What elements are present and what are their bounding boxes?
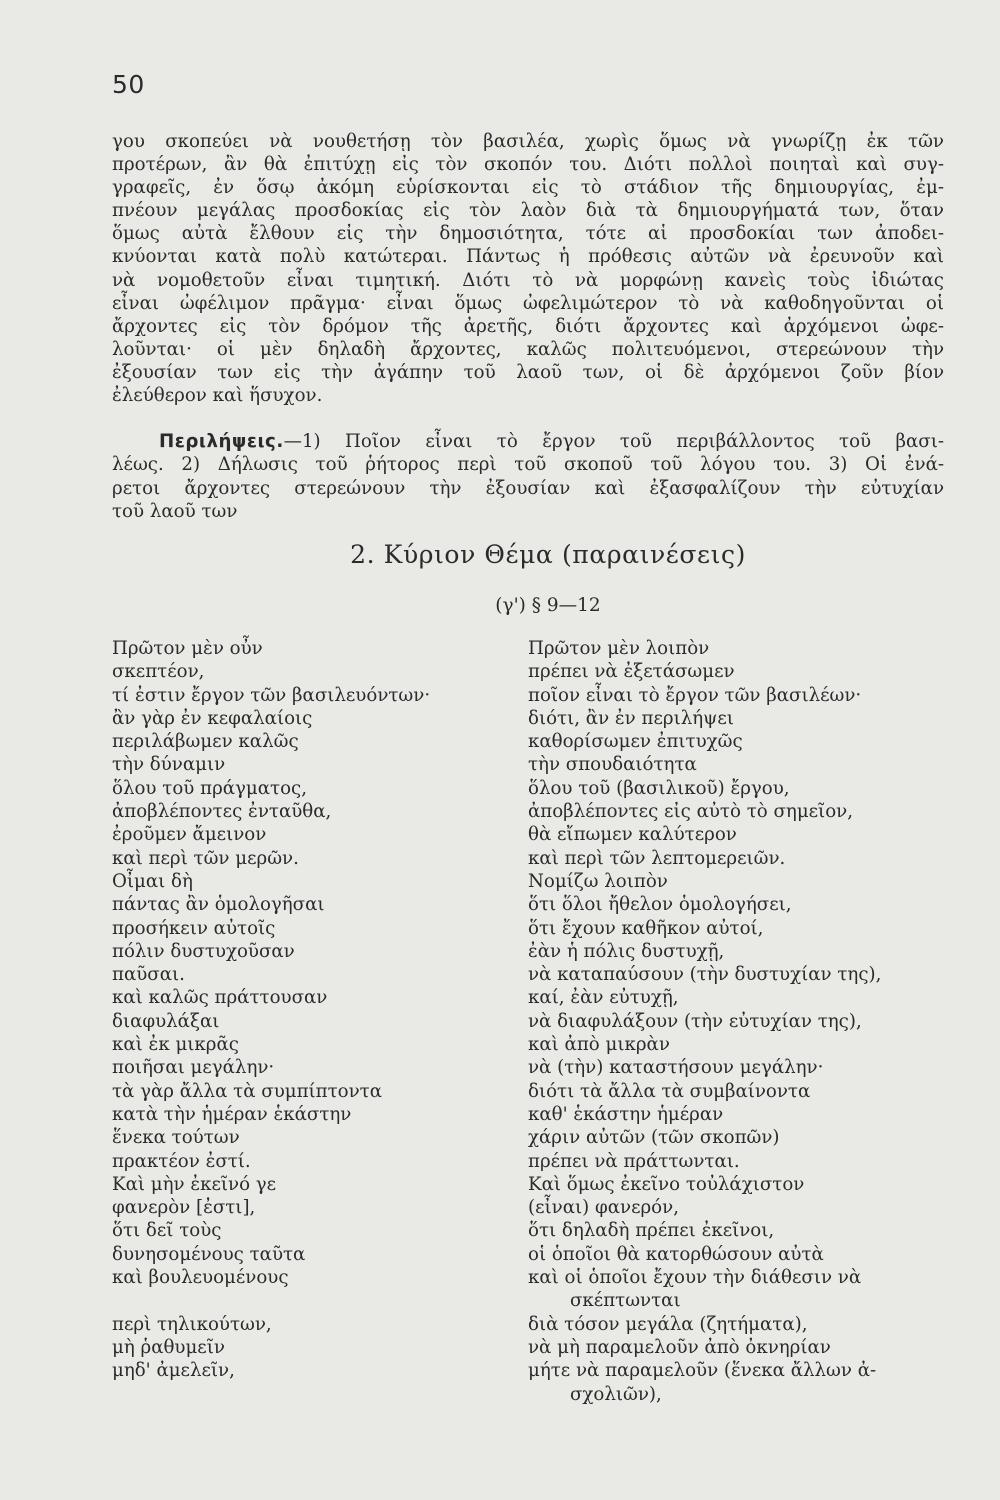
greek-text-line: ἂν γὰρ ἐν κεφαλαίοις: [112, 707, 313, 729]
greek-text-line: τὴν δύναμιν: [112, 754, 226, 776]
translation-line: σκέπτωνται: [570, 1290, 681, 1312]
translation-line: καθορίσωμεν ἐπιτυχῶς: [528, 731, 743, 753]
greek-text-line: περιλάβωμεν καλῶς: [112, 731, 299, 753]
translation-line: καί, ἐὰν εὐτυχῇ,: [528, 987, 679, 1009]
greek-text-line: δυνησομένους ταῦτα: [112, 1243, 306, 1265]
commentary-paragraph: [112, 130, 944, 407]
summary-line: ρετοι ἄρχοντες στερεώνουν τὴν ἐξουσίαν καὶ ἐξασφαλίζουν τὴν εὐτυχίαν: [112, 477, 944, 499]
page-number: 50: [112, 70, 145, 99]
greek-text-line: προσήκειν αὐτοῖς: [112, 917, 276, 939]
greek-text-line: Πρῶτον μὲν οὖν: [112, 638, 263, 659]
translation-line: πρέπει νὰ πράττωνται.: [528, 1150, 740, 1172]
translation-line: Πρῶτον μὲν λοιπὸν: [528, 638, 710, 659]
summary-first-line-text: —1) Ποῖον εἶναι τὸ ἔργον τοῦ περιβάλλοντος τοῦ βασι-: [283, 431, 944, 452]
prose-line: προτέρων, ἂν θὰ ἐπιτύχῃ εἰς τὸν σκοπόν του. Διότι πολλοὶ ποιηταὶ καὶ συγ-: [112, 154, 944, 176]
greek-text-line: μηδ' ἀμελεῖν,: [112, 1360, 235, 1382]
greek-text-line: ὅτι δεῖ τοὺς: [112, 1220, 222, 1242]
translation-line: ὅλου τοῦ (βασιλικοῦ) ἔργου,: [528, 777, 790, 799]
greek-text-line: σκεπτέον,: [112, 661, 205, 683]
greek-text-line: ἕνεκα τούτων: [112, 1127, 240, 1149]
prose-line: εἶναι ὠφέλιμον πρᾶγμα· εἶναι ὅμως ὠφελιμώτερον τὸ νὰ καθοδηγοῦνται οἱ: [112, 292, 944, 314]
greek-text-line: πρακτέον ἐστί.: [112, 1150, 251, 1172]
translation-line: (εἶναι) φανερόν,: [528, 1197, 679, 1219]
greek-text-line: ἀποβλέποντες ἐνταῦθα,: [112, 801, 332, 823]
ancient-greek-column: [112, 637, 512, 1383]
summary-line: τοῦ λαοῦ των: [112, 500, 238, 522]
prose-line: πνέουν μεγάλας προσδοκίας εἰς τὸν λαὸν διὰ τὰ δημιουργήματά των, ὅταν: [112, 200, 944, 222]
translation-line: ἐὰν ἡ πόλις δυστυχῇ,: [528, 940, 725, 962]
prose-line: ἐλεύθερον καὶ ἥσυχον.: [112, 385, 323, 407]
greek-text-line: ἐροῦμεν ἄμεινον: [112, 824, 267, 846]
translation-line: τὴν σπουδαιότητα: [528, 754, 697, 776]
greek-text-line: καὶ καλῶς πράττουσαν: [112, 987, 328, 1009]
prose-line: γου σκοπεύει νὰ νουθετήσῃ τὸν βασιλέα, χωρὶς ὅμως νὰ γνωρίζῃ ἐκ τῶν: [112, 131, 944, 152]
prose-line: ὅμως αὐτὰ ἔλθουν εἰς τὴν δημοσιότητα, τότε αἱ προσδοκίαι των ἀποδει-: [112, 223, 944, 245]
prose-line: ἄρχοντες εἰς τὸν δρόμον τῆς ἀρετῆς, διότι ἄρχοντες καὶ ἀρχόμενοι ὠφε-: [112, 315, 944, 337]
translation-line: καὶ ἀπὸ μικρὰν: [528, 1034, 670, 1056]
translation-line: διὰ τόσον μεγάλα (ζητήματα),: [528, 1313, 808, 1335]
summary-first-line: [112, 430, 944, 453]
greek-text-line: πάντας ἂν ὁμολογῆσαι: [112, 894, 325, 916]
greek-text-line: Οἶμαι δὴ: [112, 870, 193, 892]
greek-text-line: τί ἐστιν ἔργον τῶν βασιλευόντων·: [112, 684, 431, 706]
translation-line: νὰ (τὴν) καταστήσουν μεγάλην·: [528, 1057, 824, 1079]
prose-line: κνύονται κατὰ πολὺ κατώτεραι. Πάντως ἡ πρόθεσις αὐτῶν νὰ ἐρευνοῦν καὶ: [112, 246, 944, 268]
greek-text-line: περὶ τηλικούτων,: [112, 1313, 272, 1335]
greek-text-line: καὶ βουλευομένους: [112, 1267, 289, 1289]
translation-line: σχολιῶν),: [570, 1383, 662, 1405]
greek-text-line: τὰ γὰρ ἄλλα τὰ συμπίπτοντα: [112, 1080, 383, 1102]
greek-text-line: ὅλου τοῦ πράγματος,: [112, 777, 307, 799]
greek-text-line: πόλιν δυστυχοῦσαν: [112, 940, 295, 962]
greek-text-line: κατὰ τὴν ἡμέραν ἑκάστην: [112, 1103, 352, 1125]
summaries-paragraph: [112, 430, 944, 523]
prose-line: ἐξουσίαν των εἰς τὴν ἀγάπην τοῦ λαοῦ των, οἱ δὲ ἀρχόμενοι ζοῦν βίον: [112, 361, 944, 383]
translation-line: καθ' ἑκάστην ἡμέραν: [528, 1103, 724, 1125]
translation-line: νὰ μὴ παραμελοῦν ἀπὸ ὀκνηρίαν: [528, 1336, 831, 1358]
translation-line: νὰ διαφυλάξουν (τὴν εὐτυχίαν της),: [528, 1010, 862, 1032]
translation-line: ὅτι δηλαδὴ πρέπει ἐκεῖνοι,: [528, 1220, 775, 1242]
translation-line: πρέπει νὰ ἐξετάσωμεν: [528, 661, 735, 683]
translation-line: μήτε νὰ παραμελοῦν (ἕνεκα ἄλλων ἀ-: [528, 1360, 877, 1382]
blank-line: [112, 1289, 512, 1312]
translation-line: νὰ καταπαύσουν (τὴν δυστυχίαν της),: [528, 964, 882, 986]
translation-line: καὶ περὶ τῶν λεπτομερειῶν.: [528, 847, 786, 869]
prose-line: γραφεῖς, ἐν ὅσῳ ἀκόμη εὑρίσκονται εἰς τὸ στάδιον τῆς δημιουργίας, ἐμ-: [112, 177, 944, 199]
section-heading: 2. Κύριον Θέμα (παραινέσεις): [350, 540, 746, 569]
translation-line: Νομίζω λοιπὸν: [528, 870, 668, 892]
translation-line: θὰ εἴπωμεν καλύτερον: [528, 824, 737, 846]
summary-label: Περιλήψεις.: [159, 431, 284, 452]
greek-text-line: παῦσαι.: [112, 964, 185, 986]
translation-line: διότι τὰ ἄλλα τὰ συμβαίνοντα: [528, 1080, 811, 1102]
greek-text-line: ποιῆσαι μεγάλην·: [112, 1057, 275, 1079]
translation-line: διότι, ἂν ἐν περιλήψει: [528, 707, 734, 729]
summary-line: λέως. 2) Δήλωσις τοῦ ῥήτορος περὶ τοῦ σκοποῦ τοῦ λόγου του. 3) Οἱ ἐνά-: [112, 454, 944, 476]
prose-line: νὰ νομοθετοῦν εἶναι τιμητική. Διότι τὸ νὰ μορφώνῃ κανεὶς τοὺς ἰδιώτας: [112, 269, 944, 291]
translation-line: ὅτι ἔχουν καθῆκον αὐτοί,: [528, 917, 764, 939]
greek-text-line: φανερὸν [ἐστι],: [112, 1197, 256, 1219]
translation-line: ὅτι ὅλοι ἤθελον ὁμολογήσει,: [528, 894, 792, 916]
greek-text-line: Καὶ μὴν ἐκεῖνό γε: [112, 1173, 277, 1195]
greek-text-line: διαφυλάξαι: [112, 1010, 220, 1032]
modern-greek-translation-column: [528, 637, 948, 1406]
translation-line: χάριν αὐτῶν (τῶν σκοπῶν): [528, 1127, 780, 1149]
greek-text-line: καὶ περὶ τῶν μερῶν.: [112, 847, 299, 869]
translation-line: καὶ οἱ ὁποῖοι ἔχουν τὴν διάθεσιν νὰ: [528, 1267, 862, 1289]
prose-line: λοῦνται· οἱ μὲν δηλαδὴ ἄρχοντες, καλῶς πολιτευόμενοι, στερεώνουν τὴν: [112, 338, 944, 360]
translation-line: οἱ ὁποῖοι θὰ κατορθώσουν αὐτὰ: [528, 1243, 824, 1265]
translation-line: ποῖον εἶναι τὸ ἔργον τῶν βασιλέων·: [528, 684, 862, 706]
greek-text-line: καὶ ἐκ μικρᾶς: [112, 1034, 239, 1056]
greek-text-line: μὴ ῥαθυμεῖν: [112, 1336, 225, 1358]
section-reference: (γ') § 9—12: [495, 595, 601, 616]
translation-line: Καὶ ὅμως ἐκεῖνο τοὐλάχιστον: [528, 1173, 805, 1195]
translation-line: ἀποβλέποντες εἰς αὐτὸ τὸ σημεῖον,: [528, 801, 853, 823]
